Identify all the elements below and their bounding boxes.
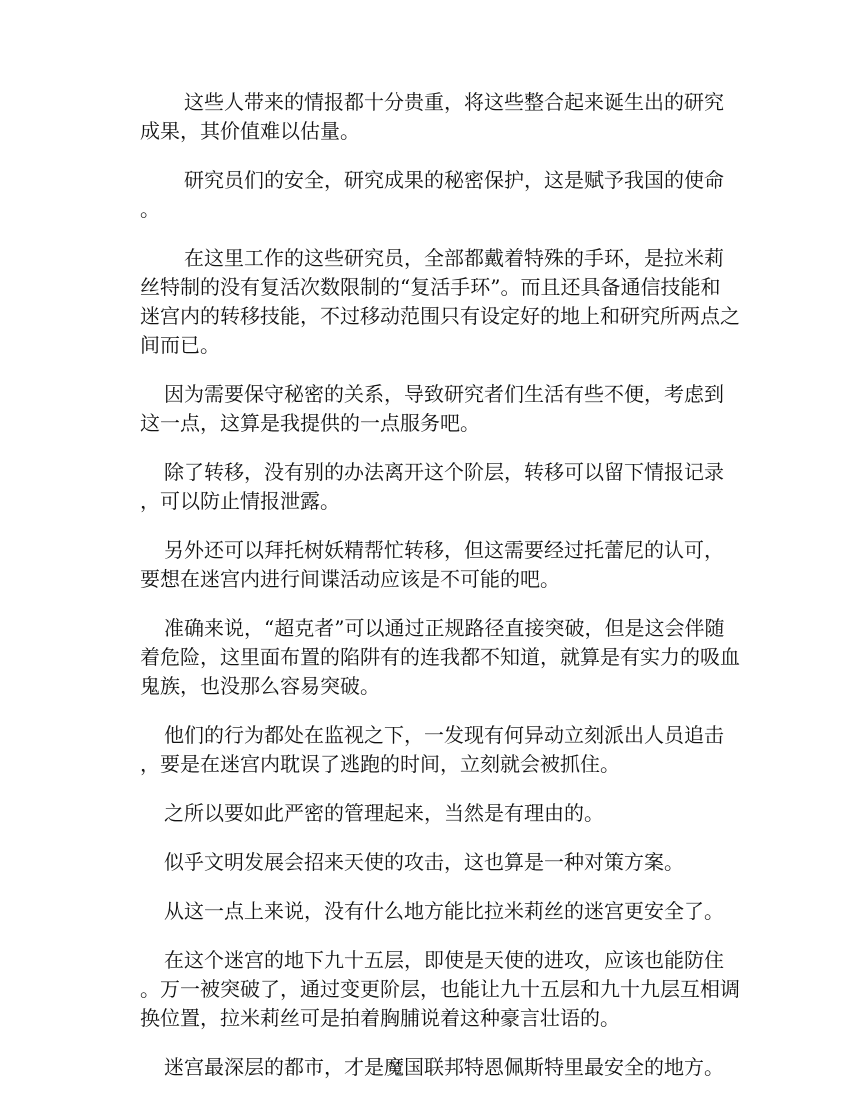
paragraph-5: 除了转移，没有别的办法离开这个阶层，转移可以留下情报记录，可以防止情报泄露。	[140, 460, 724, 513]
paragraph-1: 这些人带来的情报都十分贵重，将这些整合起来诞生出的研究成果，其价值难以估量。	[140, 90, 724, 143]
paragraph-2: 研究员们的安全，研究成果的秘密保护，这是赋予我国的使命。	[140, 168, 724, 221]
paragraph-11: 从这一点上来说，没有什么地方能比拉米莉丝的迷宫更安全了。	[164, 899, 724, 923]
paragraph-4: 因为需要保守秘密的关系，导致研究者们生活有些不便，考虑到这一点，这算是我提供的一点服务吧。	[140, 382, 724, 435]
paragraph-8: 他们的行为都处在监视之下，一发现有何异动立刻派出人员追击，要是在迷宫内耽误了逃跑的时间，立刻就会被抓住。	[140, 723, 724, 776]
document-body	[140, 88, 740, 1102]
paragraph-9: 之所以要如此严密的管理起来，当然是有理由的。	[164, 801, 604, 825]
paragraph-7: 准确来说，“超克者”可以通过正规路径直接突破，但是这会伴随着危险，这里面布置的陷阱有的连我都不知道，就算是有实力的吸血鬼族，也没那么容易突破。	[140, 616, 740, 698]
paragraph-12: 在这个迷宫的地下九十五层，即使是天使的进攻，应该也能防住。万一被突破了，通过变更阶层，也能让九十五层和九十九层互相调换位置，拉米莉丝可是拍着胸脯说着这种豪言壮语的。	[140, 948, 740, 1030]
paragraph-6: 另外还可以拜托树妖精帮忙转移，但这需要经过托蕾尼的认可，要想在迷宫内进行间谍活动应该是不可能的吧。	[140, 538, 724, 591]
paragraph-3: 在这里工作的这些研究员，全部都戴着特殊的手环，是拉米莉丝特制的没有复活次数限制的“复活手环”。而且还具备通信技能和迷宫内的转移技能，不过移动范围只有设定好的地上和研究所两点之间而已。	[140, 246, 740, 357]
paragraph-10: 似乎文明发展会招来天使的攻击，这也算是一种对策方案。	[164, 850, 684, 874]
paragraph-13: 迷宫最深层的都市，才是魔国联邦特恩佩斯特里最安全的地方。	[164, 1055, 724, 1079]
